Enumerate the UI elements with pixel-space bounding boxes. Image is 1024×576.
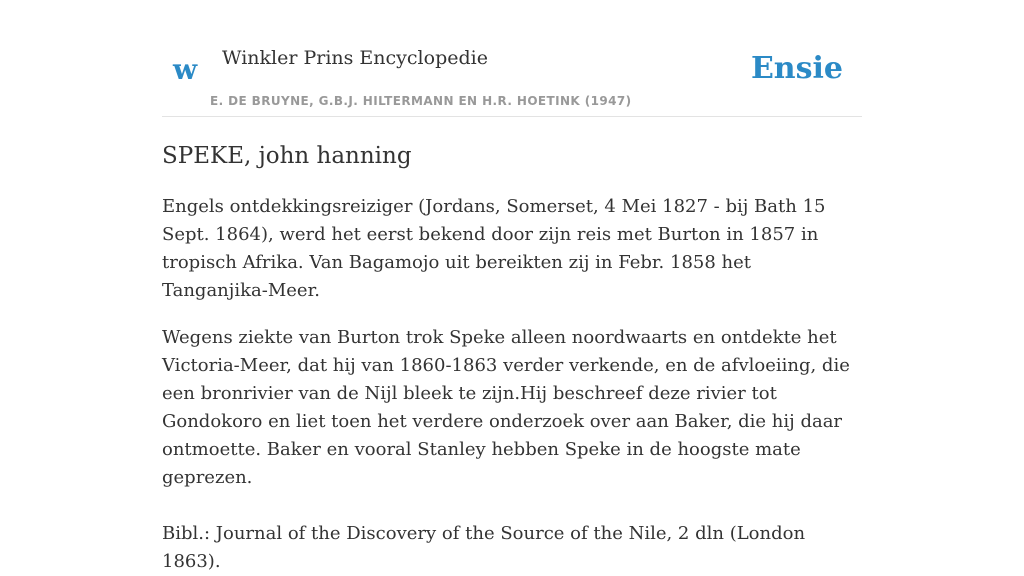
article-paragraph: Wegens ziekte van Burton trok Speke alleen noordwaarts en ontdekte het Victoria-Meer, dat hij van 1860-1863 verder verkende, en de afvloeiing, die een bronrivier van de Nijl bleek te zijn.Hij beschreef deze rivier tot Gondokoro en liet toen het verdere onderzoek over aan Baker, die hij daar ontmoette. Baker en vooral Stanley hebben Speke in de hoogste mate geprezen. [162, 327, 850, 488]
brand-logo[interactable]: Ensie [750, 51, 843, 86]
publication-title[interactable]: Winkler Prins Encyclopedie [222, 47, 488, 69]
publication-authors: E. DE BRUYNE, G.B.J. HILTERMANN EN H.R. HOETINK (1947) [210, 94, 632, 108]
publication-logo[interactable]: w [173, 53, 198, 86]
bibliography: Bibl.: Journal of the Discovery of the Source of the Nile, 2 dln (London 1863). [162, 523, 806, 572]
article-paragraph: Engels ontdekkingsreiziger (Jordans, Somerset, 4 Mei 1827 - bij Bath 15 Sept. 1864), werd het eerst bekend door zijn reis met Burton in 1857 in tropisch Afrika. Van Bagamojo uit bereikten zij in Febr. 1858 het Tanganjika-Meer. [162, 196, 826, 301]
article-title: SPEKE, john hanning [162, 143, 412, 169]
header [162, 0, 862, 117]
page [162, 0, 862, 576]
